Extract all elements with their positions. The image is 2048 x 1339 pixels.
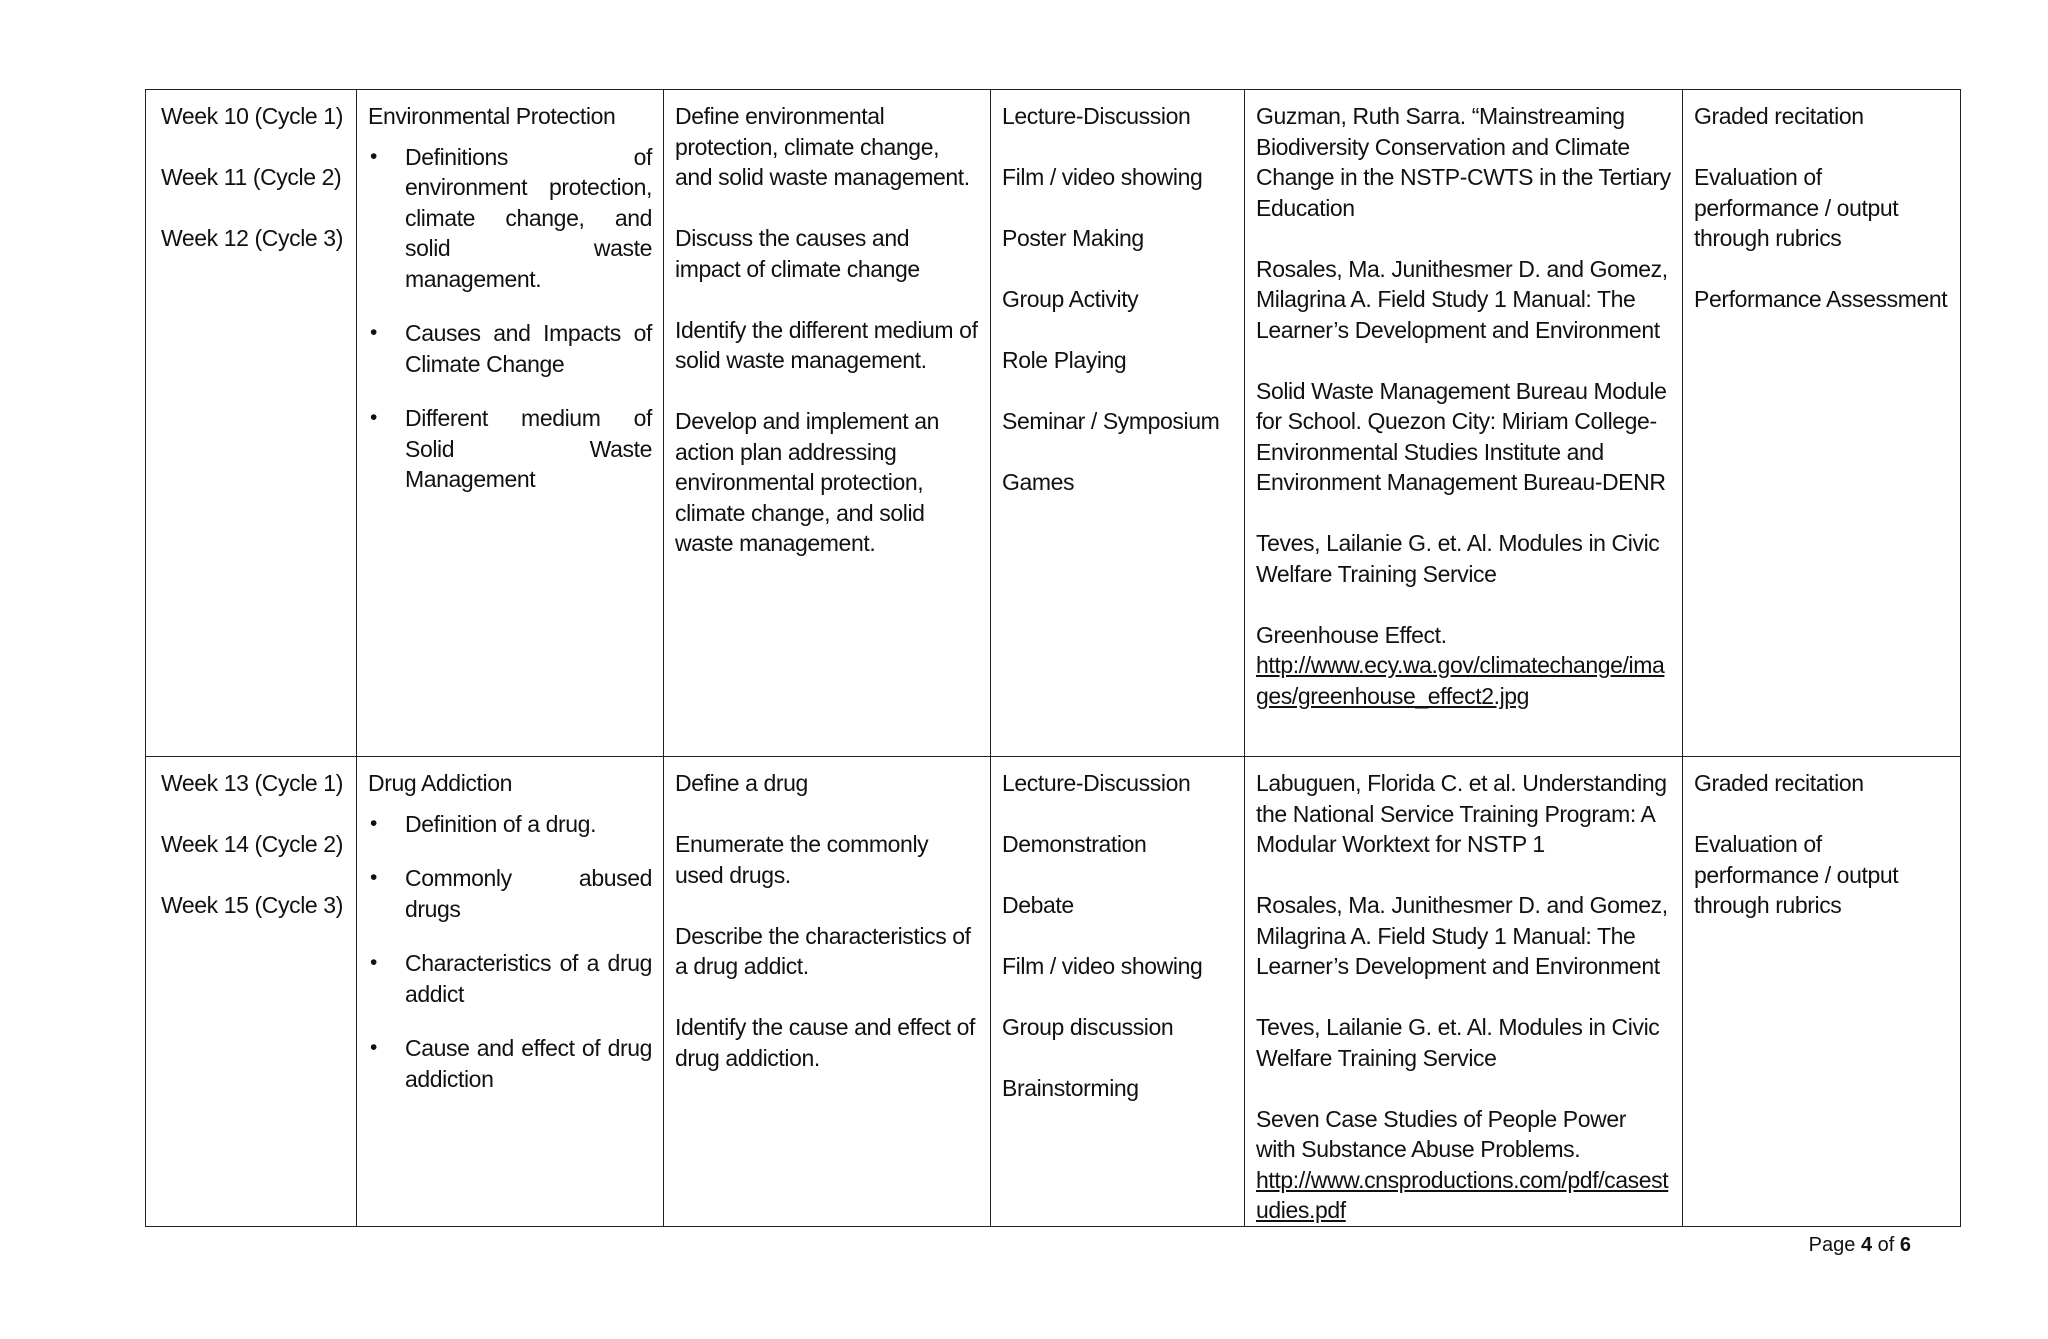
assessment-text: Graded recitation: [1694, 770, 1864, 796]
objective-text: Identify the different medium of solid waste management.: [675, 316, 978, 373]
activity-text: Film / video showing: [1002, 953, 1203, 979]
objectives-cell: [664, 757, 991, 1227]
reference-text: Guzman, Ruth Sarra. “Mainstreaming Biodiversity Conservation and Climate Change in the NSTP-CWTS in the Tertiary Education: [1256, 103, 1671, 221]
page-of-label: of: [1877, 1234, 1895, 1256]
topic-cell: [357, 757, 664, 1227]
week-label: Week 14 (Cycle 2): [161, 831, 343, 857]
week-label: Week 13 (Cycle 1): [161, 770, 343, 796]
activity-text: Group Activity: [1002, 286, 1139, 312]
reference-link[interactable]: http://www.ecy.wa.gov/climatechange/images/greenhouse_effect2.jpg: [1256, 652, 1665, 709]
reference-link-title: Seven Case Studies of People Power with Substance Abuse Problems.: [1256, 1105, 1626, 1162]
reference-link-block: [1256, 1104, 1671, 1226]
table-row: [146, 90, 1961, 757]
activity-text: Poster Making: [1002, 225, 1144, 251]
reference-text: Teves, Lailanie G. et. Al. Modules in Civic Welfare Training Service: [1256, 530, 1660, 587]
references-cell: [1245, 90, 1683, 757]
topic-list: [368, 142, 652, 495]
topic-list: [368, 809, 652, 1095]
list-item: • Different medium of Solid Waste Management: [405, 403, 652, 495]
objective-text: Enumerate the commonly used drugs.: [675, 831, 929, 888]
weeks-cell: [146, 757, 357, 1227]
activity-text: Seminar / Symposium: [1002, 408, 1220, 434]
objective-text: Discuss the causes and impact of climate change: [675, 225, 920, 282]
weeks-cell: [146, 90, 357, 757]
assessment-text: Performance Assessment: [1694, 286, 1948, 312]
activity-text: Brainstorming: [1002, 1075, 1139, 1101]
table-row: [146, 757, 1961, 1227]
activity-text: Lecture-Discussion: [1002, 770, 1191, 796]
reference-text: Rosales, Ma. Junithesmer D. and Gomez, Milagrina A. Field Study 1 Manual: The Learner’s Development and Environment: [1256, 255, 1668, 343]
activities-cell: [991, 90, 1245, 757]
reference-text: Solid Waste Management Bureau Module for School. Quezon City: Miriam College-Environmental Studies Institute and Environment Management Bureau-DENR: [1256, 377, 1667, 495]
assessment-text: Graded recitation: [1694, 103, 1864, 129]
reference-link[interactable]: http://www.cnsproductions.com/pdf/casestudies.pdf: [1256, 1166, 1669, 1223]
objectives-cell: [664, 90, 991, 757]
reference-link-title: Greenhouse Effect.: [1256, 621, 1447, 648]
activity-text: Film / video showing: [1002, 164, 1203, 190]
assessment-cell: [1683, 757, 1961, 1227]
page-current: 4: [1860, 1234, 1873, 1256]
activity-text: Debate: [1002, 892, 1074, 918]
activity-text: Group discussion: [1002, 1014, 1174, 1040]
week-label: Week 15 (Cycle 3): [161, 892, 343, 918]
activity-text: Demonstration: [1002, 831, 1147, 857]
topic-cell: [357, 90, 664, 757]
assessment-text: Evaluation of performance / output through rubrics: [1694, 164, 1899, 251]
objective-text: Develop and implement an action plan addressing environmental protection, climate change, and solid waste management.: [675, 408, 940, 556]
reference-text: Rosales, Ma. Junithesmer D. and Gomez, Milagrina A. Field Study 1 Manual: The Learner’s Development and Environment: [1256, 892, 1668, 979]
assessment-text: Evaluation of performance / output through rubrics: [1694, 831, 1899, 918]
objective-text: Identify the cause and effect of drug addiction.: [675, 1014, 976, 1071]
reference-link-block: [1256, 620, 1671, 712]
objective-text: Describe the characteristics of a drug addict.: [675, 922, 971, 979]
activity-text: Lecture-Discussion: [1002, 103, 1191, 129]
assessment-cell: [1683, 90, 1961, 757]
page-number: [1809, 1234, 1911, 1257]
list-item: • Characteristics of a drug addict: [405, 948, 652, 1009]
list-item: • Causes and Impacts of Climate Change: [405, 318, 652, 379]
week-label: Week 12 (Cycle 3): [161, 225, 343, 251]
week-label: Week 10 (Cycle 1): [161, 103, 343, 129]
list-item: • Definition of a drug.: [405, 809, 652, 840]
syllabus-table: [145, 89, 1961, 1227]
reference-text: Labuguen, Florida C. et al. Understanding the National Service Training Program: A Modular Worktext for NSTP 1: [1256, 770, 1667, 857]
page-label: Page: [1808, 1234, 1856, 1256]
list-item: • Definitions of environment protection, climate change, and solid waste management.: [405, 142, 652, 295]
reference-text: Teves, Lailanie G. et. Al. Modules in Civic Welfare Training Service: [1256, 1014, 1660, 1071]
activity-text: Role Playing: [1002, 347, 1127, 373]
list-item: • Cause and effect of drug addiction: [405, 1033, 652, 1094]
references-cell: [1245, 757, 1683, 1227]
topic-title: Environmental Protection: [368, 103, 616, 129]
week-label: Week 11 (Cycle 2): [161, 164, 342, 190]
list-item: • Commonly abused drugs: [405, 863, 652, 924]
objective-text: Define a drug: [675, 770, 808, 796]
page-total: 6: [1899, 1234, 1911, 1256]
activity-text: Games: [1002, 469, 1075, 495]
activities-cell: [991, 757, 1245, 1227]
topic-title: Drug Addiction: [368, 770, 512, 796]
objective-text: Define environmental protection, climate change, and solid waste management.: [675, 103, 970, 190]
